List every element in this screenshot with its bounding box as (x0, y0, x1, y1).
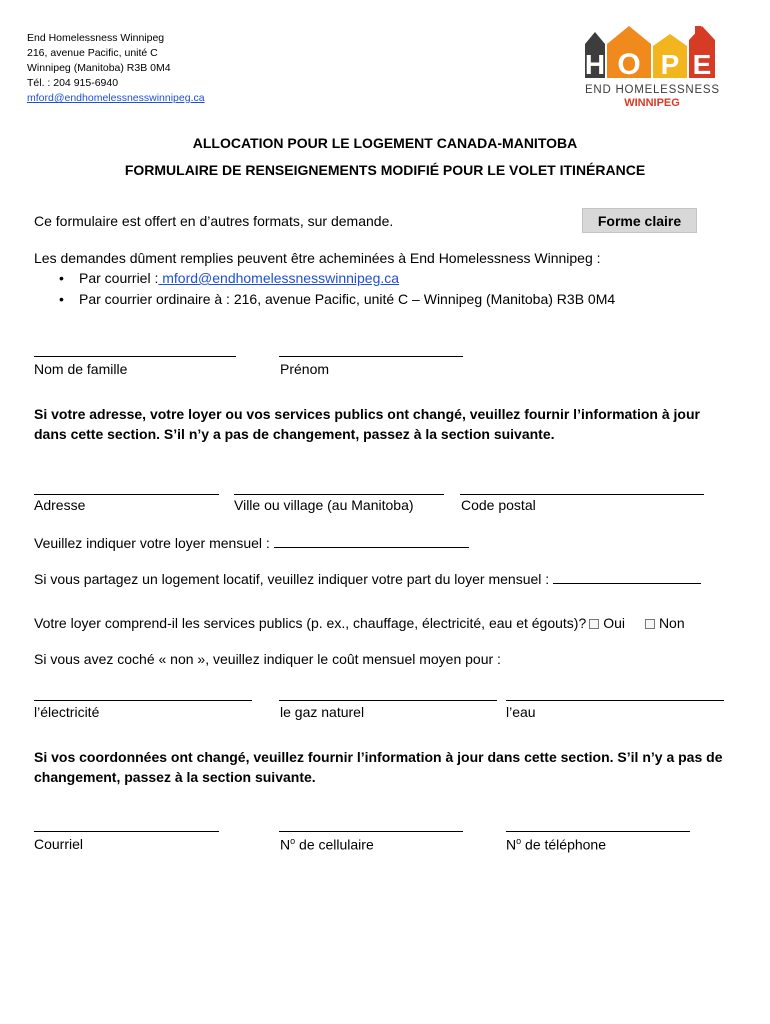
shared-rent-row (34, 569, 701, 587)
address-field[interactable] (34, 494, 219, 495)
water-field[interactable] (506, 700, 724, 701)
telephone-label: $N^o$ de téléphone (506, 836, 606, 853)
submission-email-link[interactable]: mford@endhomelessnesswinnipeg.ca (158, 270, 400, 286)
org-address-line2: Winnipeg (Manitoba) R3B 0M4 (27, 62, 171, 74)
telephone-field[interactable] (506, 831, 690, 832)
electricity-label: l’électricité (34, 704, 100, 720)
utilities-question: Votre loyer comprend-il les services publics (p. ex., chauffage, électricité, eau et égouts)? (34, 615, 587, 631)
clear-form-button[interactable]: Forme claire (582, 208, 697, 233)
logo-letter-h: H (585, 49, 606, 80)
logo-letter-e: E (692, 49, 712, 80)
org-address-line1: 216, avenue Pacific, unité C (27, 47, 158, 59)
utilities-question-row (34, 615, 685, 631)
first-name-label: Prénom (280, 361, 330, 377)
last-name-label: Nom de famille (34, 361, 128, 377)
org-phone: Tél. : 204 915-6940 (27, 77, 119, 89)
contact-section-instruction: Si vos coordonnées ont changé, veuillez fournir l’information à jour dans cette section. S’il n’y a pas de changement, passez à la section suivante. (34, 749, 723, 785)
first-name-field[interactable] (279, 356, 463, 357)
submission-instructions: Les demandes dûment remplies peuvent être acheminées à End Homelessness Winnipeg : (34, 250, 601, 266)
last-name-field[interactable] (34, 356, 236, 357)
monthly-rent-label: Veuillez indiquer votre loyer mensuel : (34, 535, 270, 551)
postal-code-field[interactable] (460, 494, 704, 495)
org-name: End Homelessness Winnipeg (27, 32, 165, 44)
org-address-block (27, 31, 205, 106)
submission-method-email: • Par courriel : mford@endhomelessnesswinnipeg.ca (34, 268, 615, 289)
water-label: l’eau (506, 704, 536, 720)
natural-gas-field[interactable] (279, 700, 497, 701)
city-field[interactable] (234, 494, 444, 495)
email-label: Courriel (34, 836, 84, 852)
address-label: Adresse (34, 497, 86, 513)
utilities-yes-label: Oui (603, 615, 626, 631)
logo-letter-o: O (617, 48, 641, 81)
form-title: ALLOCATION POUR LE LOGEMENT CANADA-MANITOBA (192, 135, 578, 151)
cell-phone-field[interactable] (279, 831, 463, 832)
logo-letter-p: P (660, 49, 680, 80)
logo-line1: END HOMELESSNESS (585, 84, 719, 96)
org-email-link[interactable]: mford@endhomelessnesswinnipeg.ca (27, 92, 205, 104)
logo-line2: WINNIPEG (624, 97, 680, 109)
utilities-yes-checkbox[interactable] (589, 619, 599, 629)
shared-rent-label: Si vous partagez un logement locatif, veuillez indiquer votre part du loyer mensuel : (34, 571, 550, 587)
city-label: Ville ou village (au Manitoba) (234, 497, 414, 513)
shared-rent-field[interactable] (553, 569, 701, 584)
submission-method-mail: • Par courrier ordinaire à : 216, avenue Pacific, unité C – Winnipeg (Manitoba) R3B 0M4 (34, 289, 615, 310)
natural-gas-label: le gaz naturel (280, 704, 365, 720)
monthly-rent-row (34, 533, 469, 551)
electricity-field[interactable] (34, 700, 252, 701)
utilities-no-label: Non (658, 615, 685, 631)
submission-methods-list (34, 268, 615, 310)
postal-code-label: Code postal (461, 497, 536, 513)
form-subtitle: FORMULAIRE DE RENSEIGNEMENTS MODIFIÉ POUR LE VOLET ITINÉRANCE (124, 162, 646, 178)
hope-logo (585, 22, 725, 112)
monthly-rent-field[interactable] (274, 533, 469, 548)
if-no-instruction: Si vous avez coché « non », veuillez indiquer le coût mensuel moyen pour : (34, 651, 501, 667)
utilities-no-checkbox[interactable] (645, 619, 655, 629)
cell-phone-label: $N^o$ de cellulaire (280, 836, 374, 853)
formats-note: Ce formulaire est offert en d’autres formats, sur demande. (34, 213, 394, 229)
email-field[interactable] (34, 831, 219, 832)
address-section-instruction: Si votre adresse, votre loyer ou vos services publics ont changé, veuillez fournir l’information à jour dans cette section. S’il n’y a pas de changement, passez à la section suivante. (34, 406, 700, 442)
